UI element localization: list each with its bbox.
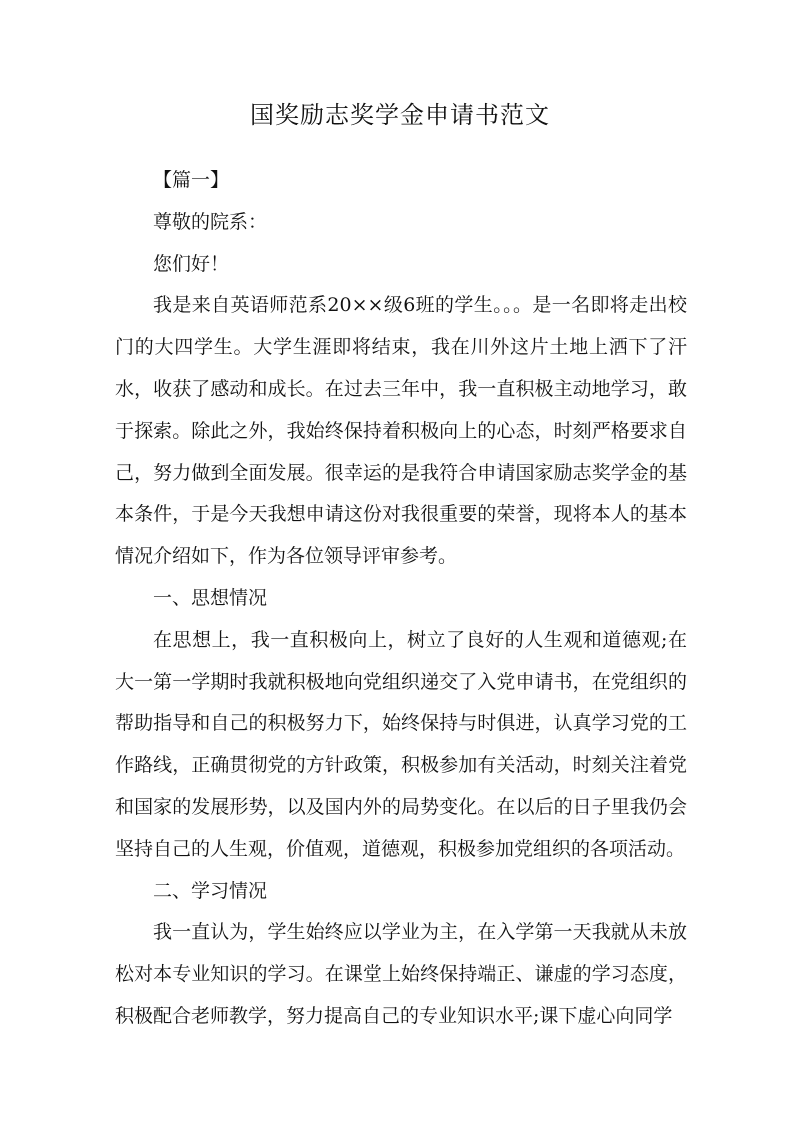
document-title: 国奖励志奖学金申请书范文 xyxy=(250,101,550,129)
document-body xyxy=(115,160,687,1038)
study-paragraph: 我一直认为，学生始终应以学业为主，在入学第一天我就从未放松对本专业知识的学习。在课堂上始终保持端正、谦虚的学习态度，积极配合老师教学，努力提高自己的专业知识水平;课下虚心向同学 xyxy=(115,921,687,1027)
section-label: 【篇一】 xyxy=(153,169,230,191)
greeting: 您们好！ xyxy=(153,252,230,275)
salutation: 尊敬的院系： xyxy=(153,210,268,233)
intro-paragraph: 我是来自英语师范系20××级6班的学生。。。是一名即将走出校门的大四学生。大学生涯即将结束，我在川外这片土地上洒下了汗水，收获了感动和成长。在过去三年中，我一直积极主动地学习，敢于探索。除此之外，我始终保持着积极向上的心态，时刻严格要求自己，努力做到全面发展。很幸运的是我符合申请国家励志奖学金的基本条件，于是今天我想申请这份对我很重要的荣誉，现将本人的基本情况介绍如下，作为各位领导评审参考。 xyxy=(115,294,687,568)
thought-paragraph: 在思想上，我一直积极向上，树立了良好的人生观和道德观;在大一第一学期时我就积极地向党组织递交了入党申请书，在党组织的帮助指导和自己的积极努力下，始终保持与时俱进，认真学习党的工作路线，正确贯彻党的方针政策，积极参加有关活动，时刻关注着党和国家的发展形势，以及国内外的局势变化。在以后的日子里我仍会坚持自己的人生观，价值观，道德观，积极参加党组织的各项活动。 xyxy=(115,628,687,860)
section-heading-thought: 一、思想情况 xyxy=(153,586,268,609)
section-heading-study: 二、学习情况 xyxy=(153,879,268,902)
